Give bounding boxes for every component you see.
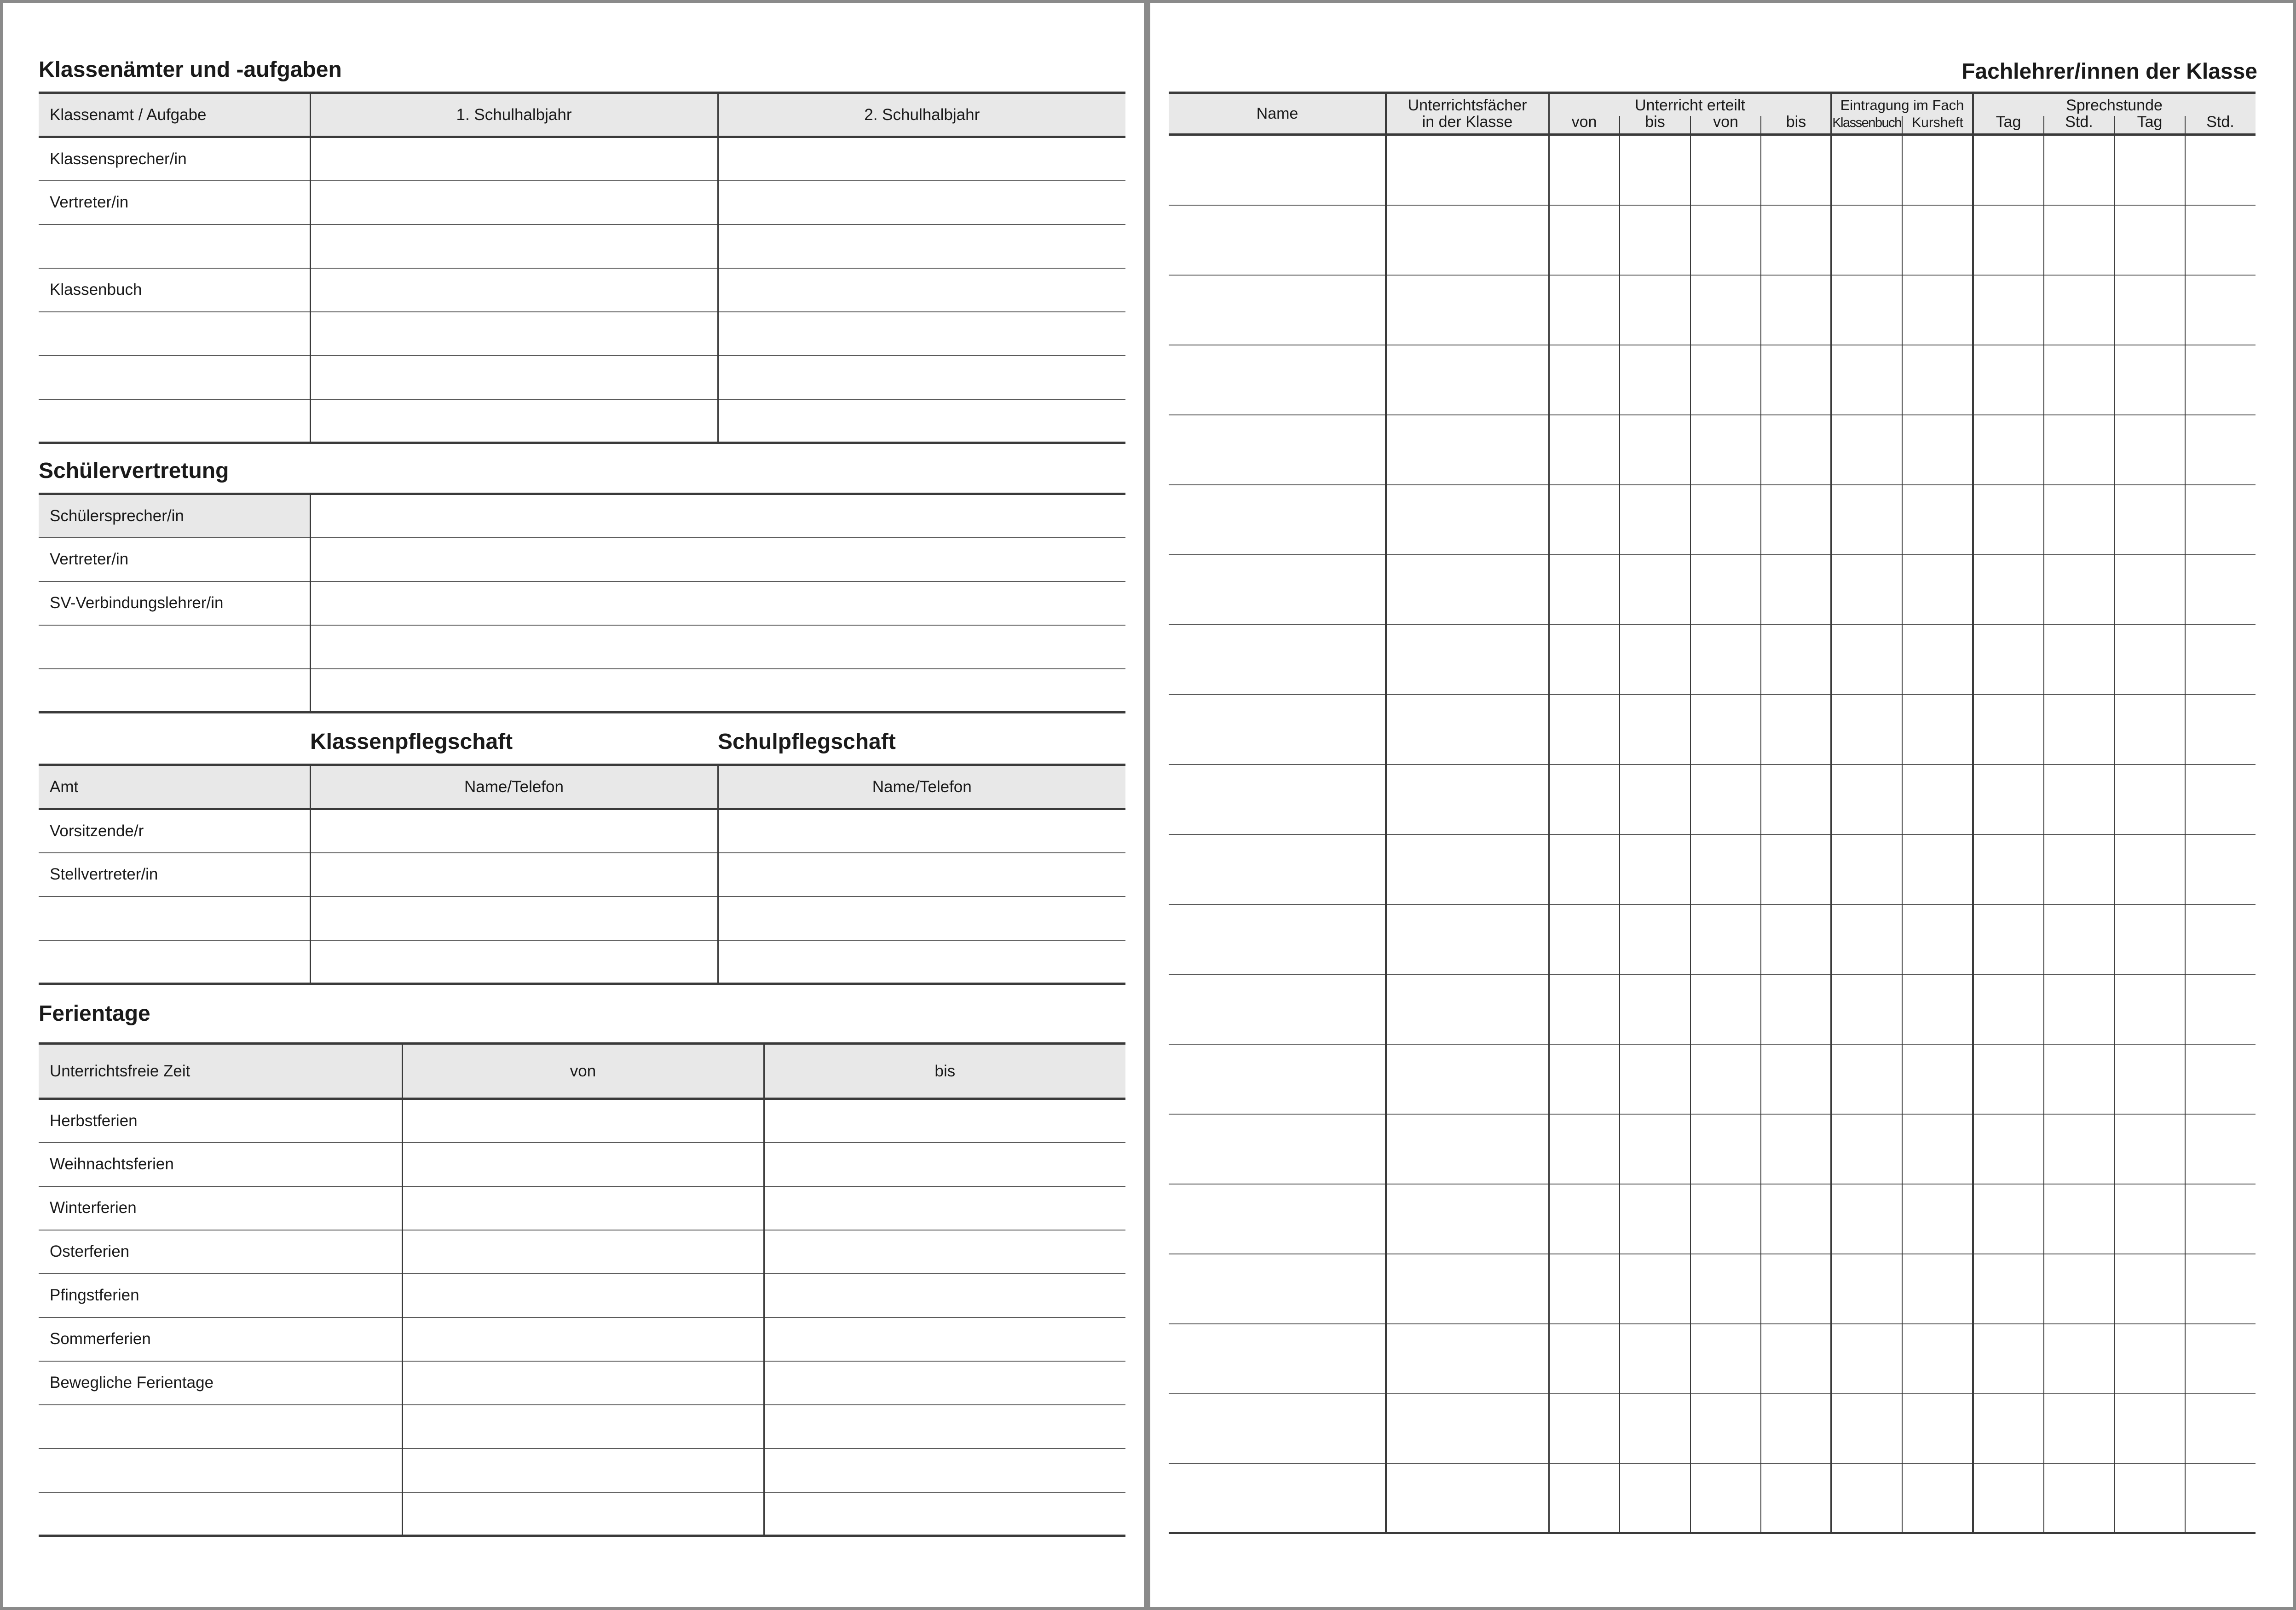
header-name: Name bbox=[1256, 105, 1298, 122]
row-divider bbox=[1169, 974, 2256, 975]
row-label: Winterferien bbox=[39, 1186, 402, 1230]
header-consultation: Sprechstunde bbox=[2066, 97, 2163, 114]
row-label: Stellvertreter/in bbox=[39, 853, 310, 897]
entry-cell[interactable] bbox=[764, 1274, 1125, 1317]
row-divider bbox=[1169, 1114, 2256, 1115]
entry-cell[interactable] bbox=[402, 1361, 764, 1405]
header-office: Amt bbox=[39, 765, 310, 809]
row-divider bbox=[1169, 275, 2256, 276]
entry-cell[interactable] bbox=[764, 1449, 1125, 1492]
header-taught-to: bis bbox=[1786, 113, 1806, 131]
header-taught-to: bis bbox=[1645, 113, 1665, 131]
entry-cell[interactable] bbox=[310, 625, 1125, 669]
entry-cell[interactable] bbox=[764, 1405, 1125, 1449]
row-label: Vertreter/in bbox=[39, 181, 310, 224]
section-title-holidays: Ferientage bbox=[39, 1001, 150, 1026]
header-subjects-line2: in der Klasse bbox=[1422, 113, 1513, 131]
entry-cell[interactable] bbox=[718, 897, 1125, 940]
row-label[interactable] bbox=[39, 312, 310, 356]
row-divider bbox=[1169, 904, 2256, 905]
row-label: Vertreter/in bbox=[39, 538, 310, 581]
header-entry-classbook: Klassenbuch bbox=[1832, 115, 1901, 130]
section-title-class-duties: Klassenämter und -aufgaben bbox=[39, 58, 342, 82]
left-page bbox=[3, 3, 1144, 1607]
header-subjects-line1: Unterrichtsfächer bbox=[1408, 97, 1527, 114]
column-divider bbox=[1690, 116, 1691, 1534]
row-label: Herbstferien bbox=[39, 1099, 402, 1143]
entry-cell[interactable] bbox=[402, 1230, 764, 1274]
row-label: Osterferien bbox=[39, 1230, 402, 1274]
row-divider bbox=[1169, 1393, 2256, 1394]
entry-cell[interactable] bbox=[402, 1449, 764, 1492]
column-divider bbox=[2114, 116, 2115, 1534]
column-divider bbox=[1619, 116, 1620, 1534]
row-label[interactable] bbox=[39, 1492, 402, 1536]
student-council-table bbox=[39, 493, 1125, 713]
right-page bbox=[1150, 3, 2293, 1607]
entry-cell[interactable] bbox=[310, 581, 1125, 625]
header-consult-hour: Std. bbox=[2065, 113, 2093, 131]
entry-cell[interactable] bbox=[764, 1317, 1125, 1361]
header-entry-course-book: Kursheft bbox=[1912, 115, 1963, 130]
entry-cell[interactable] bbox=[764, 1099, 1125, 1143]
entry-cell[interactable] bbox=[718, 224, 1125, 268]
row-label: Weihnachtsferien bbox=[39, 1143, 402, 1186]
column-divider bbox=[1830, 92, 1832, 1534]
row-divider bbox=[1169, 554, 2256, 555]
row-label[interactable] bbox=[39, 224, 310, 268]
column-divider bbox=[2185, 116, 2186, 1534]
entry-cell[interactable] bbox=[402, 1186, 764, 1230]
entry-cell[interactable] bbox=[718, 268, 1125, 312]
row-label: SV-Verbindungslehrer/in bbox=[39, 581, 310, 625]
entry-cell[interactable] bbox=[310, 809, 718, 853]
parents-table bbox=[39, 764, 1125, 985]
header-consult-day: Tag bbox=[2137, 113, 2163, 131]
column-divider bbox=[2043, 116, 2044, 1534]
header-free-period: Unterrichtsfreie Zeit bbox=[39, 1044, 402, 1099]
header-consult-day: Tag bbox=[1996, 113, 2021, 131]
row-divider bbox=[1169, 484, 2256, 485]
entry-cell[interactable] bbox=[718, 809, 1125, 853]
section-title-school-parents: Schulpflegschaft bbox=[718, 730, 896, 754]
entry-cell[interactable] bbox=[718, 137, 1125, 181]
holidays-table bbox=[39, 1042, 1125, 1537]
header-to: bis bbox=[764, 1044, 1125, 1099]
column-divider bbox=[1385, 92, 1387, 1534]
entry-cell[interactable] bbox=[310, 268, 718, 312]
class-duties-table bbox=[39, 92, 1125, 444]
entry-cell[interactable] bbox=[764, 1361, 1125, 1405]
row-label: Pfingstferien bbox=[39, 1274, 402, 1317]
entry-cell[interactable] bbox=[310, 224, 718, 268]
column-divider bbox=[1760, 116, 1761, 1534]
section-title-student-council: Schülervertretung bbox=[39, 459, 229, 483]
row-divider bbox=[1169, 414, 2256, 415]
entry-cell[interactable] bbox=[718, 940, 1125, 984]
header-name-phone: Name/Telefon bbox=[310, 765, 718, 809]
entry-cell[interactable] bbox=[718, 356, 1125, 399]
header-taught-from: von bbox=[1571, 113, 1597, 131]
row-label: Vorsitzende/r bbox=[39, 809, 310, 853]
entry-cell[interactable] bbox=[402, 1274, 764, 1317]
entry-cell[interactable] bbox=[310, 399, 718, 443]
entry-cell[interactable] bbox=[402, 1317, 764, 1361]
header-entry: Eintragung im Fach bbox=[1840, 97, 1964, 113]
row-divider bbox=[1169, 624, 2256, 625]
entry-cell[interactable] bbox=[310, 669, 1125, 713]
section-title-class-parents: Klassenpflegschaft bbox=[310, 730, 513, 754]
header-consult-hour: Std. bbox=[2206, 113, 2234, 131]
row-label: Schülersprecher/in bbox=[39, 494, 310, 538]
header-first-half: 1. Schulhalbjahr bbox=[310, 93, 718, 137]
column-divider bbox=[1548, 92, 1550, 1534]
column-divider bbox=[1902, 116, 1903, 1534]
row-divider bbox=[1169, 205, 2256, 206]
table-bottom-line bbox=[1169, 1532, 2256, 1534]
header-taught-from: von bbox=[1713, 113, 1738, 131]
entry-cell[interactable] bbox=[310, 181, 718, 224]
entry-cell[interactable] bbox=[764, 1230, 1125, 1274]
entry-cell[interactable] bbox=[402, 1099, 764, 1143]
entry-cell[interactable] bbox=[718, 399, 1125, 443]
row-label[interactable] bbox=[39, 1405, 402, 1449]
row-label[interactable] bbox=[39, 940, 310, 984]
entry-cell[interactable] bbox=[310, 538, 1125, 581]
entry-cell[interactable] bbox=[310, 853, 718, 897]
row-divider bbox=[1169, 1044, 2256, 1045]
row-divider bbox=[1169, 694, 2256, 695]
row-label[interactable] bbox=[39, 1449, 402, 1492]
row-divider bbox=[1169, 834, 2256, 835]
row-divider bbox=[1169, 764, 2256, 765]
header-class-duty: Klassenamt / Aufgabe bbox=[39, 93, 310, 137]
entry-cell[interactable] bbox=[310, 494, 1125, 538]
header-from: von bbox=[402, 1044, 764, 1099]
row-divider bbox=[1169, 1323, 2256, 1324]
row-label: Klassenbuch bbox=[39, 268, 310, 312]
header-taught: Unterricht erteilt bbox=[1635, 97, 1745, 114]
entry-cell[interactable] bbox=[310, 897, 718, 940]
entry-cell[interactable] bbox=[310, 940, 718, 984]
entry-cell[interactable] bbox=[310, 356, 718, 399]
entry-cell[interactable] bbox=[718, 312, 1125, 356]
entry-cell[interactable] bbox=[402, 1143, 764, 1186]
entry-cell[interactable] bbox=[764, 1143, 1125, 1186]
entry-cell[interactable] bbox=[402, 1405, 764, 1449]
row-label[interactable] bbox=[39, 625, 310, 669]
row-label[interactable] bbox=[39, 399, 310, 443]
row-label[interactable] bbox=[39, 669, 310, 713]
row-label: Klassensprecher/in bbox=[39, 137, 310, 181]
entry-cell[interactable] bbox=[764, 1186, 1125, 1230]
row-label[interactable] bbox=[39, 356, 310, 399]
entry-cell[interactable] bbox=[764, 1492, 1125, 1536]
header-second-half: 2. Schulhalbjahr bbox=[718, 93, 1125, 137]
row-divider bbox=[1169, 1463, 2256, 1464]
entry-cell[interactable] bbox=[402, 1492, 764, 1536]
row-label: Bewegliche Ferientage bbox=[39, 1361, 402, 1405]
entry-cell[interactable] bbox=[310, 312, 718, 356]
entry-cell[interactable] bbox=[310, 137, 718, 181]
entry-cell[interactable] bbox=[718, 853, 1125, 897]
row-label: Sommerferien bbox=[39, 1317, 402, 1361]
row-label[interactable] bbox=[39, 897, 310, 940]
header-name-phone: Name/Telefon bbox=[718, 765, 1125, 809]
column-divider bbox=[1972, 92, 1974, 1534]
entry-cell[interactable] bbox=[718, 181, 1125, 224]
page-title-teachers: Fachlehrer/innen der Klasse bbox=[1961, 59, 2257, 84]
